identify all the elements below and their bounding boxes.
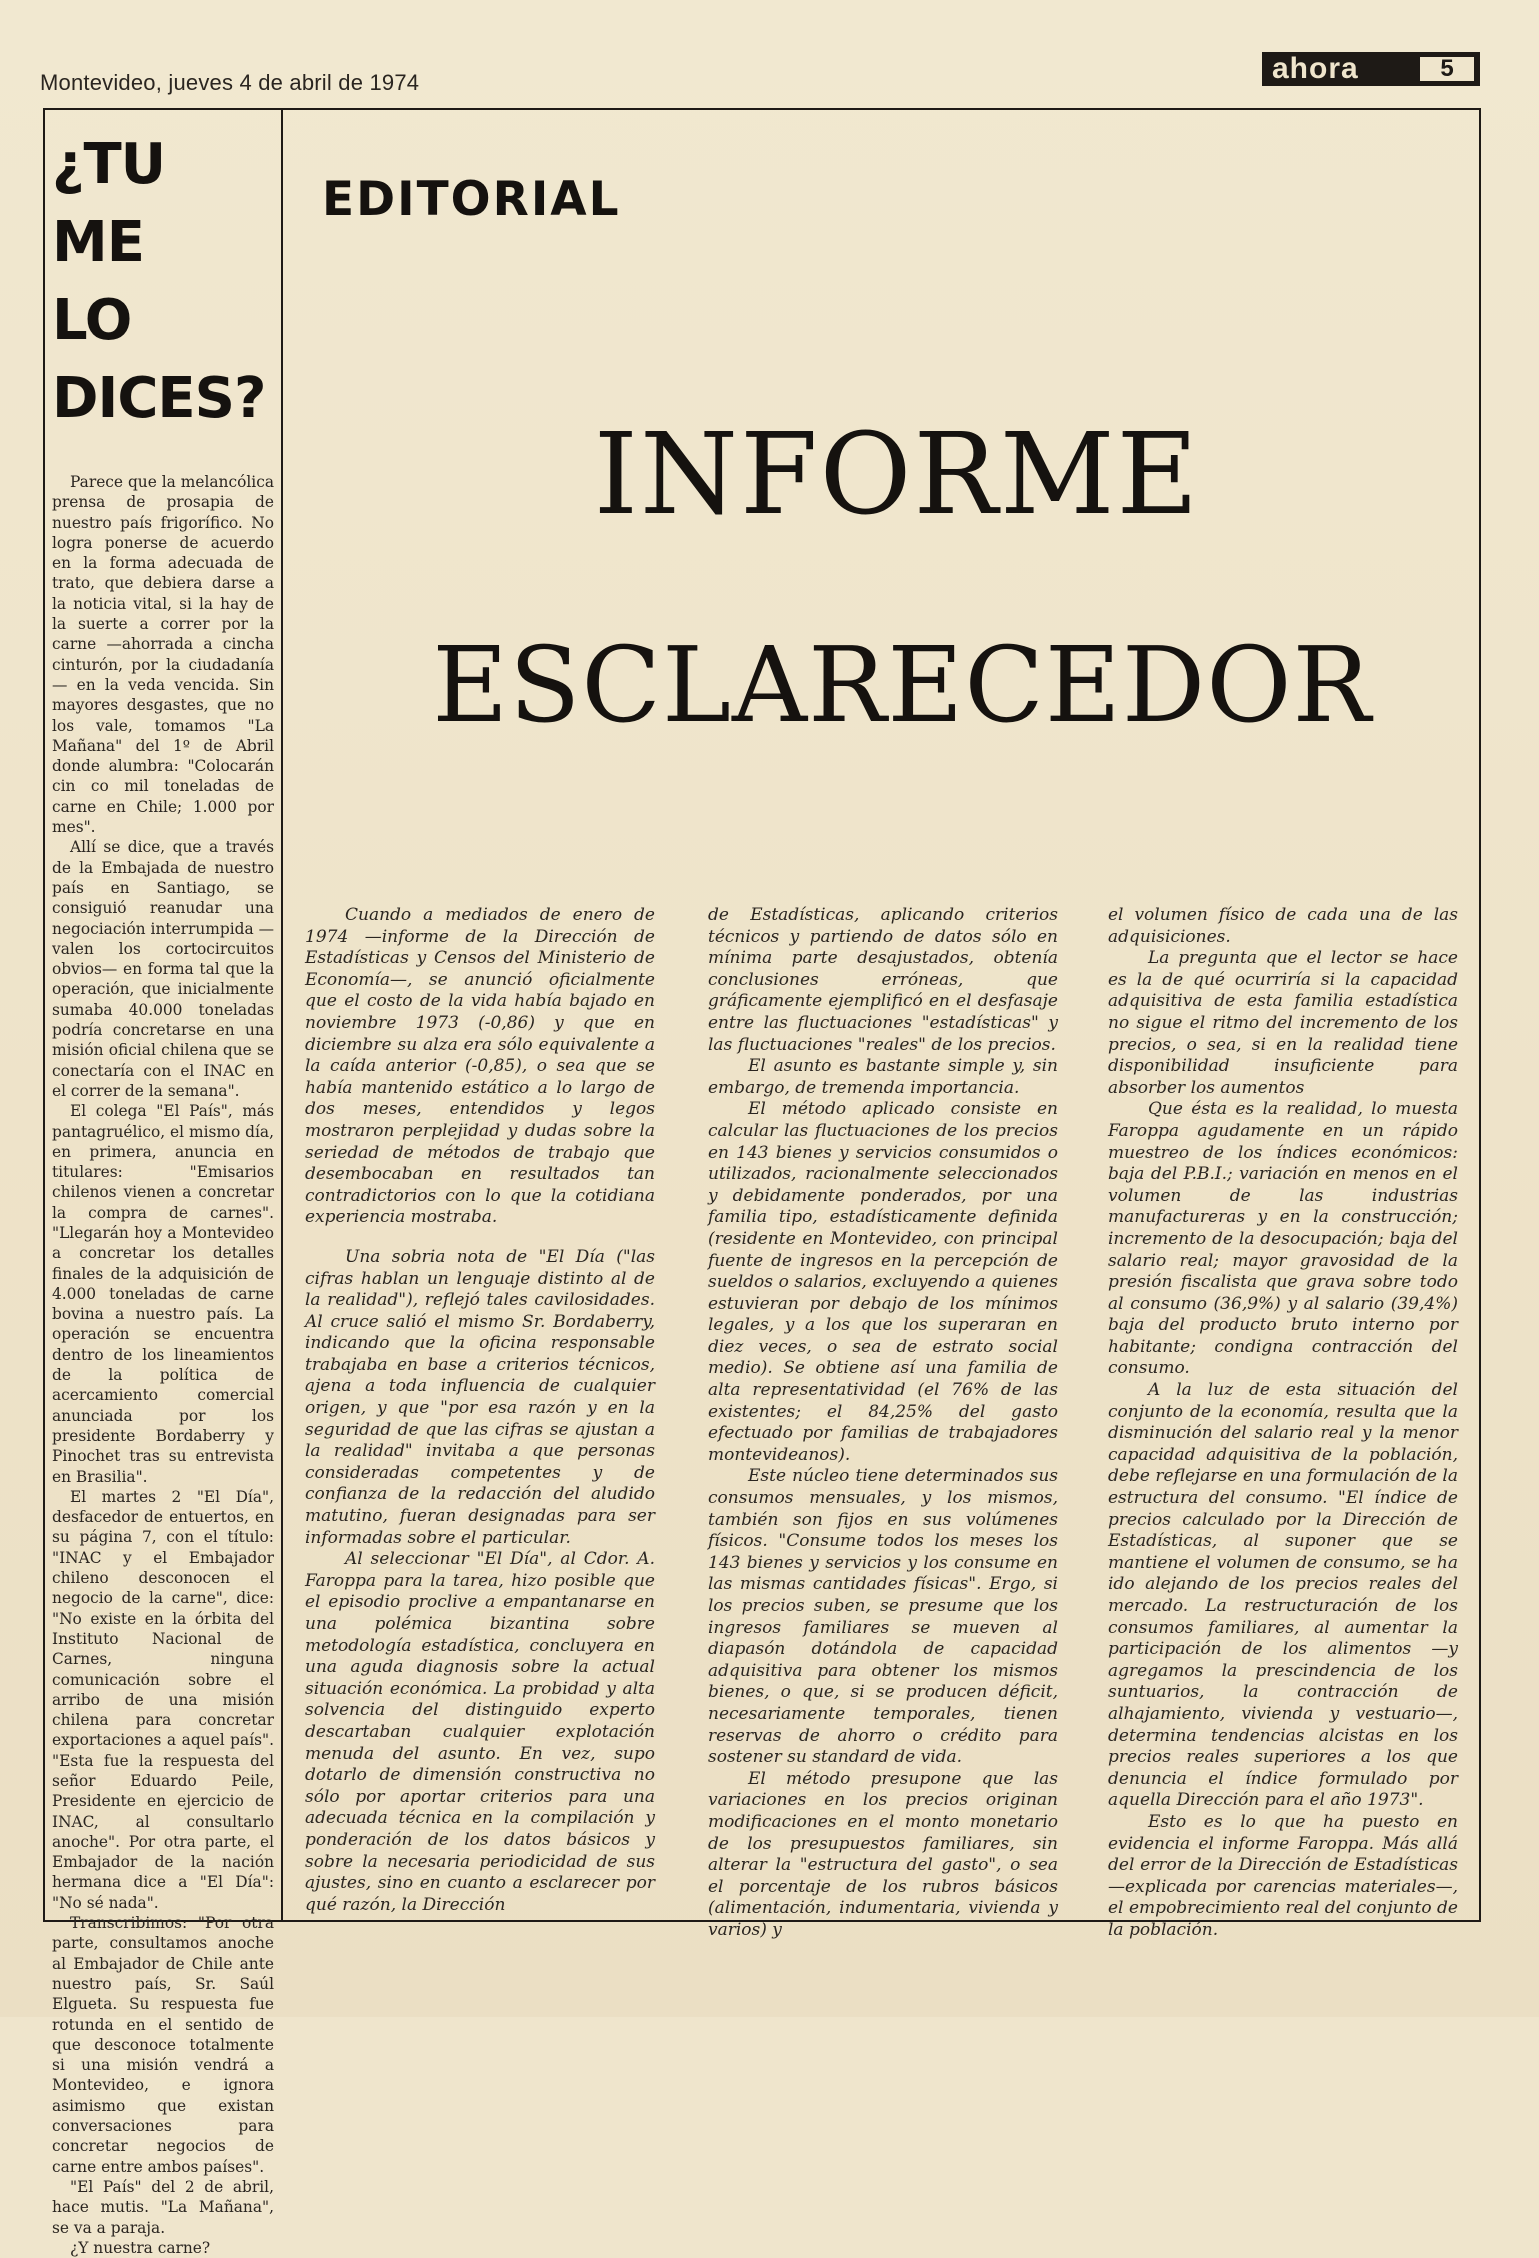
editorial-column-3	[1108, 905, 1458, 1942]
editorial-paragraph: El asunto es bastante simple y, sin embargo, de tremenda importancia.	[708, 1056, 1058, 1098]
editorial-paragraph: Este núcleo tiene determinados sus consumos mensuales, y los mismos, también son fijos en sus volúmenes físicos. "Consume todos los meses los 143 bienes y servicios y los consume en las mismas cantidades físicas". Ergo, si los precios suben, se presume que los ingresos familiares se mueven al diapasón dotándola de capacidad adquisitiva para obtener los mismos bienes, o que, si se producen déficit, necesariamente temporales, tienen reservas de ahorro o crédito para sostener su standard de vida.	[708, 1466, 1058, 1768]
editorial-paragraph: de Estadísticas, aplicando criterios técnicos y partiendo de datos sólo en mínima parte desajustados, obtenía conclusiones erróneas, que gráficamente ejemplificó en el desfasaje entre las fluctuaciones "estadísticas" y las fluctuaciones "reales" de los precios.	[708, 905, 1058, 1055]
sidebar-headline	[52, 126, 274, 438]
sidebar-paragraph: Parece que la melancólica prensa de prosapia de nuestro país frigorífico. No logra ponerse de acuerdo en la forma adecuada de trato, que debiera darse a la noticia vital, si la hay de la suerte a correr por la carne —ahorrada a cincha cinturón, por la ciudadanía— en la veda vencida. Sin mayores desgastes, que no los vale, tomamos "La Mañana" del 1º de Abril donde alumbra: "Colocarán cin co mil toneladas de carne en Chile; 1.000 por mes".	[52, 473, 274, 837]
editorial-paragraph: La pregunta que el lector se hace es la de qué ocurriría si la capacidad adquisitiva de esta familia estadística no sigue el ritmo del incremento de los precios, o sea, si en la realidad tiene disponibilidad insuficiente para absorber los aumentos	[1108, 948, 1458, 1098]
editorial-column-1	[305, 905, 655, 1916]
page-number: 5	[1420, 57, 1474, 81]
masthead-name: ahora	[1272, 52, 1359, 85]
editorial-paragraph: el volumen físico de cada una de las adquisiciones.	[1108, 905, 1458, 947]
sidebar-headline-line: DICES?	[52, 366, 266, 431]
sidebar-paragraph: Allí se dice, que a través de la Embajada de nuestro país en Santiago, se consiguió reanudar una negociación interrumpida —valen los cortocircuitos obvios— en forma tal que la operación, que inicialmente sumaba 40.000 toneladas podría concretarse en una misión oficial chilena que se conectaría con el INAC en el correr de la semana".	[52, 838, 274, 1100]
editorial-paragraph: El método presupone que las variaciones en los precios originan modificaciones en el monto monetario de los presupuestos familiares, sin alterar la "estructura del gasto", o sea el porcentaje de los rubros básicos (alimentación, indumentaria, vivienda y varios) y	[708, 1768, 1058, 1940]
column-divider	[281, 108, 283, 1922]
editorial-paragraph: Que ésta es la realidad, lo muesta Faroppa agudamente en un rápido muestreo de los índices económicos: baja del P.B.I.; variación en menos en el volumen de las industrias manufactureras y en la construcción; incremento de la desocupación; baja del salario real; mayor gravosidad de la presión fiscalista que grava sobre todo al consumo (36,9%) y al salario (39,4%) baja del producto bruto interno por habitante; condigna contracción del consumo.	[1108, 1099, 1458, 1379]
editorial-paragraph: A la luz de esta situación del conjunto de la economía, resulta que la disminución del salario real y la menor capacidad adquisitiva de la población, debe reflejarse en una formulación de la estructura del consumo. "El índice de precios calculado por la Dirección de Estadísticas, al suponer que se mantiene el volumen de consumo, se ha ido alejando de los precios reales del mercado. La restructuración de los consumos familiares, al aumentar la participación de los alimentos —y agregamos la prescindencia de los suntuarios, la contracción de alhajamiento, vivienda y vestuario—, determina tendencias alcistas en los precios reales superiores a los que denuncia el índice formulado por aquella Dirección para el año 1973".	[1108, 1380, 1458, 1811]
sidebar-paragraph: Transcribimos: "Por otra parte, consultamos anoche al Embajador de Chile ante nuestro país, Sr. Saúl Elgueta. Su respuesta fue rotunda en el sentido de que desconoce totalmente si una misión vendrá a Montevideo, e ignora asimismo que existan conversaciones para concretar negocios de carne entre ambos países".	[52, 1914, 274, 2176]
editorial-paragraph: El método aplicado consiste en calcular las fluctuaciones de los precios en 143 bienes y servicios consumidos o utilizados, racionalmente seleccionados y debidamente ponderados, por una familia tipo, estadísticamente definida (residente en Montevideo, con principal fuente de ingresos en la percepción de sueldos o salarios, excluyendo a quienes estuvieran por debajo de los mínimos legales, y a los que los superaran en diez veces, o sea de estrato social medio). Se obtiene así una familia de alta representatividad (el 76% de las existentes; el 84,25% del gasto efectuado por familias de trabajadores montevideanos).	[708, 1099, 1058, 1465]
masthead	[1262, 52, 1480, 86]
sidebar-paragraph: "El País" del 2 de abril, hace mutis. "La Mañana", se va a paraja.	[52, 2177, 274, 2237]
sidebar-paragraph: El colega "El País", más pantagruélico, el mismo día, en primera, anuncia en titulares: "Emisarios chilenos vienen a concretar la compra de carnes". "Llegarán hoy a Montevideo a concretar los detalles finales de la adquisición de 4.000 toneladas de carne bovina a nuestro país. La operación se encuentra dentro de los lineamientos de la política de acercamiento comercial anunciada por los presidente Bordaberry y Pinochet tras su entrevista en Brasilia".	[52, 1102, 274, 1486]
sidebar-headline-line: ¿TU ME	[52, 132, 166, 275]
editorial-paragraph: Cuando a mediados de enero de 1974 —informe de la Dirección de Estadísticas y Censos del Ministerio de Economía—, se anunció oficialmente que el costo de la vida había bajado en noviembre 1973 (-0,86) y que en diciembre su alza era sólo equivalente a la caída anterior (-0,85), o sea que se había mantenido estático a lo largo de dos meses, entendidos y legos mostraron perplejidad y dudas sobre la seriedad de métodos de trabajo que desembocaban en resultados tan contradictorios con lo que la cotidiana experiencia mostraba.	[305, 905, 655, 1228]
dateline: Montevideo, jueves 4 de abril de 1974	[40, 70, 420, 95]
section-label: EDITORIAL	[322, 172, 621, 227]
editorial-headline	[292, 400, 1482, 760]
editorial-paragraph: Esto es lo que ha puesto en evidencia el informe Faroppa. Más allá del error de la Dirección de Estadísticas —explicada por carencias materiales—, el empobrecimiento real del conjunto de la población.	[1108, 1811, 1458, 1940]
headline-line: INFORME	[593, 410, 1201, 540]
sidebar-paragraph: El martes 2 "El Día", desfacedor de entuertos, en su página 7, con el título: "INAC y el Embajador chileno desconocen el negocio de la carne", dice: "No existe en la órbita del Instituto Nacional de Carnes, ninguna comunicación sobre el arribo de una misión chilena para concretar exportaciones a aquel país". "Esta fue la respuesta del señor Eduardo Peile, Presidente en ejercicio de INAC, al consultarlo anoche". Por otra parte, el Embajador de la nación hermana dice a "El Día": "No sé nada".	[52, 1487, 274, 1912]
editorial-paragraph: Una sobria nota de "El Día ("las cifras hablan un lenguaje distinto al de la realidad"), reflejó tales cavilosidades. Al cruce salió el mismo Sr. Bordaberry, indicando que la oficina responsable trabajaba en base a criterios técnicos, ajena a toda influencia de cualquier origen, y que "por esa razón y en la seguridad de que las cifras se ajustan a la realidad" invitaba a que personas consideradas competentes y de confianza de la redacción del aludido matutino, fueran designadas para ser informadas sobre el particular.	[305, 1246, 655, 1548]
headline-line: ESCLARECEDOR	[432, 624, 1372, 746]
sidebar-column	[52, 126, 274, 2258]
editorial-paragraph: Al seleccionar "El Día", al Cdor. A. Faroppa para la tarea, hizo posible que el episodio proclive a empantanarse en una polémica bizantina sobre metodología estadística, concluyera en una aguda diagnosis sobre la actual situación económica. La probidad y alta solvencia del distinguido experto descartaban cualquier explotación menuda del asunto. En vez, supo dotarlo de dimensión constructiva no sólo por aportar criterios para una adecuada técnica en la compilación y ponderación de los datos básicos y sobre la necesaria periodicidad de sus ajustes, sino en cuanto a esclarecer por qué razón, la Dirección	[305, 1549, 655, 1915]
sidebar-body	[52, 472, 274, 2258]
sidebar-headline-line: LO	[52, 288, 132, 353]
sidebar-paragraph: ¿Y nuestra carne?	[70, 2238, 211, 2257]
editorial-column-2	[708, 905, 1058, 1942]
